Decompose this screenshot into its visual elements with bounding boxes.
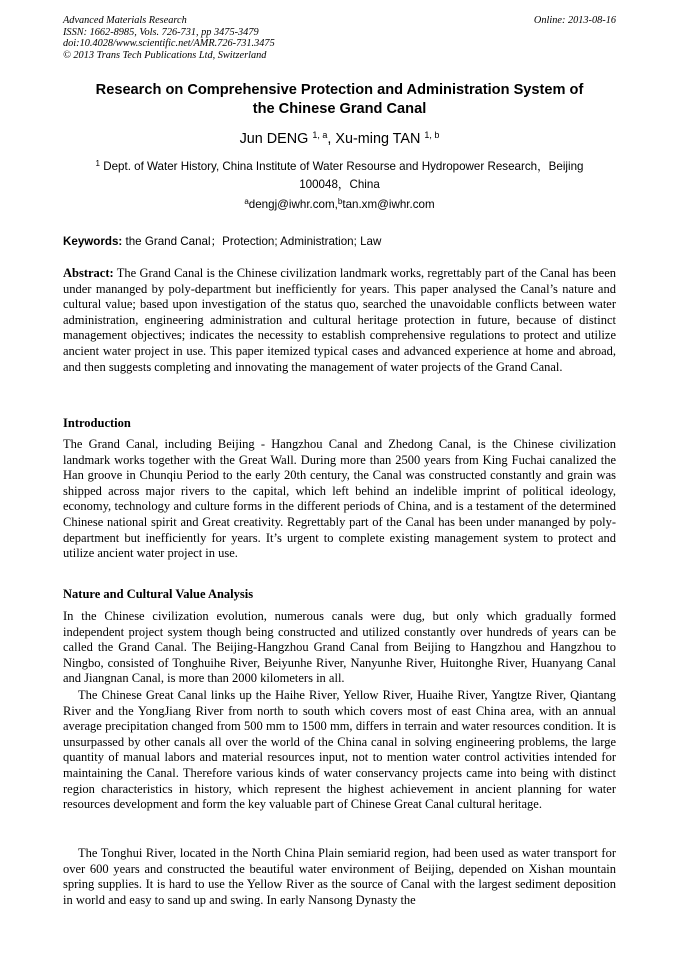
- abstract-text: The Grand Canal is the Chinese civilization landmark works, regrettably part of the Canal has been under mananged by poly-department but inefficiently for years. This paper analysed the Canal’s nature and cultural value; based upon investigation of the status quo, searched the unavoidable conflicts between water administration, engineering administration and cultural heritage protection in future, because of distinct management objectives; indicates the necessity to establish comprehensive regulations to protect and utilize ancient water project in use. This paper itemized typical cases and advanced experience at home and abroad, and then suggests completing and innovating the management of water projects of the Grand Canal.: [63, 266, 616, 374]
- author-name: Jun DENG: [239, 131, 309, 147]
- author-name: Xu-ming TAN: [335, 131, 421, 147]
- abstract: [63, 266, 616, 375]
- introduction-paragraph: The Grand Canal, including Beijing - Hangzhou Canal and Zhedong Canal, is the Chinese civilization landmark works together with the Great Wall. During more than 2500 years from King Fuchai canalized the Han groove in Chunqiu Period to the early 20th century, the Canal was constructed constantly and grain was shipped across major rivers to the capital, which left behind an indelible imprint of political ideology, economy, technology and culture forms in the different periods of China, and is a testament of the determined Chinese national spirit and Great creativity. Regrettably part of the Canal has been under mananged by poly-department but inefficiently for years. It’s urgent to complete existing management system to protect and utilize ancient water project in use.: [63, 437, 616, 561]
- section-heading-nature: Nature and Cultural Value Analysis: [63, 587, 254, 601]
- section-heading-introduction: Introduction: [63, 416, 131, 430]
- keywords: [63, 234, 616, 250]
- email-link[interactable]: tan.xm@iwhr.com: [342, 198, 435, 211]
- title-line-1: Research on Comprehensive Protection and Administration System of: [95, 82, 584, 98]
- author-affiliation-mark: 1, b: [424, 130, 440, 140]
- author-emails: [63, 197, 616, 213]
- affiliation-line-2: 100048，China: [299, 177, 380, 191]
- nature-paragraph-3: The Tonghui River, located in the North China Plain semiarid region, had been used as water transport for over 600 years and constructed the beautiful water environment of Beijing, depended on Xishan mountain spring supplies. It is hard to use the Yellow River as the source of Canal with the largest sediment deposition in world and easy to sand up and swing. In early Nansong Dynasty the: [63, 846, 616, 907]
- author-list: [63, 130, 616, 148]
- journal-name: Advanced Materials Research: [63, 15, 187, 26]
- affiliation-mark: 1: [95, 159, 100, 168]
- keywords-label: Keywords:: [63, 235, 123, 248]
- affiliation: [63, 158, 616, 193]
- affiliation-line-1: Dept. of Water History, China Institute of Water Resourse and Hydropower Research，Beijing: [103, 160, 584, 173]
- author-affiliation-mark: 1, a: [312, 130, 328, 140]
- keywords-text: the Grand Canal；Protection; Administration; Law: [122, 235, 382, 248]
- online-date: Online: 2013-08-16: [533, 15, 616, 26]
- nature-paragraph-1: In the Chinese civilization evolution, numerous canals were dug, but only which gradually formed independent project system though being constructed and utilized constantly over hundreds of years can be called the Grand Canal. The Beijing-Hangzhou Grand Canal from Beijing to Hangzhou and Hangzhou to Ningbo, consisted of Tonghuihe River, Beiyunhe River, Nanyunhe River, Huitonghe River, Huanyang Canal and Jiangnan Canal, is more than 2000 kilometers in all.: [63, 609, 616, 686]
- journal-copyright: © 2013 Trans Tech Publications Ltd, Switzerland: [63, 49, 267, 61]
- nature-paragraph-2: The Chinese Great Canal links up the Haihe River, Yellow River, Huaihe River, Yangtze River, Qiantang River and the YongJiang River from north to south which covers most of east China area, with an annual average precipitation changed from 500 mm to 1500 mm, differs in terrain and water resources condition. It is unsurpassed by other canals all over the world of the China canal in solving engineering problems, the large quantity of manual labors and material resources input, not to mention water control activities intended for maintaining the Canal. Therefore various kinds of water conservancy projects came into being with distinct region characteristics in history, which represent the highest achievement in ancient planning for water resources development and form the key valuable part of Chinese Great Canal cultural heritage.: [63, 688, 616, 812]
- journal-doi: doi:10.4028/www.scientific.net/AMR.726-731.3475: [63, 38, 275, 50]
- email-mark: a: [244, 197, 249, 206]
- email-mark: b: [337, 197, 343, 206]
- title-line-2: the Chinese Grand Canal: [252, 101, 427, 117]
- abstract-label: Abstract:: [63, 266, 114, 280]
- paper-title: [63, 81, 616, 119]
- author-separator: ,: [327, 131, 336, 147]
- journal-issn: ISSN: 1662-8985, Vols. 726-731, pp 3475-3479: [63, 26, 259, 38]
- email-link[interactable]: dengj@iwhr.com,: [248, 198, 338, 211]
- journal-header: [63, 15, 616, 61]
